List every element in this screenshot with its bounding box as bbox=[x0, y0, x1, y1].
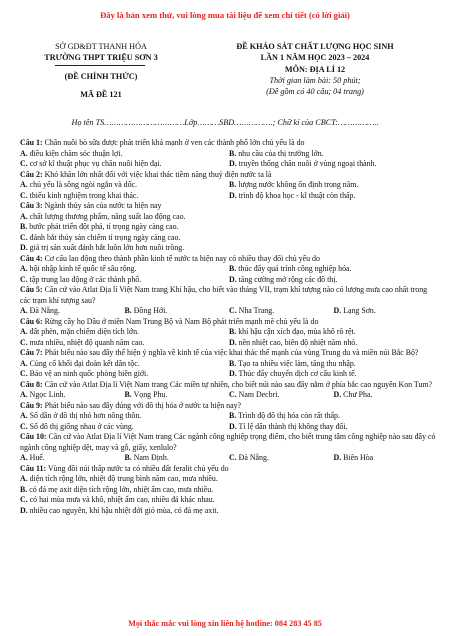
question-stem bbox=[20, 201, 438, 212]
candidate-info-line: Họ tên TS……………………………Lớp………SBD…………….; Chữ kí của CBCT:…………….. bbox=[71, 118, 379, 127]
answer-option bbox=[20, 159, 229, 170]
question-text: Căn cứ vào Atlat Địa lí Việt Nam trang Khí hậu, cho biết vào tháng VII, trạm khí tượng nào có lượng mưa cao nhất trong các trạm khí tượng sau? bbox=[20, 285, 428, 305]
option-text: đánh bắt thủy sản chiếm tỉ trọng ngày càng cao. bbox=[29, 232, 181, 242]
answer-option bbox=[20, 222, 438, 233]
option-text: Củng cố khối đại đoàn kết dân tộc. bbox=[29, 358, 140, 368]
answer-option bbox=[229, 453, 334, 464]
answer-option bbox=[20, 495, 438, 506]
options-row bbox=[20, 338, 438, 349]
options-row bbox=[20, 191, 438, 202]
option-letter: D. bbox=[229, 421, 237, 431]
option-text: đất phèn, mặn chiếm diện tích lớn. bbox=[29, 327, 140, 336]
options-row bbox=[20, 159, 438, 170]
question-text: Khó khăn lớn nhất đối với việc khai thác tiềm năng thuỷ điện nước ta là bbox=[44, 169, 272, 179]
question-text: Vùng đồi núi thấp nước ta có nhiều đất feralit chủ yếu do bbox=[47, 463, 229, 473]
question-number: Câu 4: bbox=[20, 253, 43, 263]
question-stem bbox=[20, 464, 438, 475]
option-letter: C. bbox=[20, 421, 28, 431]
question-number: Câu 6: bbox=[20, 316, 43, 326]
answer-option bbox=[125, 390, 230, 401]
answer-option bbox=[229, 159, 438, 170]
exam-code: MÃ ĐỀ 121 bbox=[80, 90, 122, 99]
option-text: có hai mùa mưa và khô, nhiệt ẩm cao, nhiều đá khác nhau. bbox=[29, 495, 215, 504]
question-number: Câu 9: bbox=[20, 400, 43, 410]
option-letter: C. bbox=[20, 274, 28, 284]
options-row bbox=[20, 327, 438, 338]
question-text: Ngành thủy sản của nước ta hiện nay bbox=[44, 201, 162, 210]
option-letter: C. bbox=[229, 390, 237, 399]
options-row bbox=[20, 506, 438, 517]
option-text: cơ sở kĩ thuật phục vụ chăn nuôi hiện đại. bbox=[29, 159, 162, 168]
department-name: SỞ GD&ĐT THANH HÓA bbox=[55, 42, 147, 51]
option-letter: B. bbox=[124, 453, 132, 462]
option-text: tăng cường mở rộng các đô thị. bbox=[238, 274, 338, 284]
hotline-banner: Mọi thắc mắc vui lòng xin liên hệ hotline: 084 283 45 85 bbox=[128, 619, 322, 628]
question-stem bbox=[20, 348, 438, 359]
option-letter: C. bbox=[20, 159, 28, 168]
question-number: Câu 3: bbox=[20, 201, 43, 210]
option-letter: D. bbox=[20, 505, 28, 515]
option-letter: A. bbox=[20, 306, 28, 315]
option-letter: C. bbox=[20, 232, 28, 242]
question-item bbox=[20, 464, 438, 517]
question-item bbox=[20, 348, 438, 380]
question-text: Cơ cấu lao động theo thành phần kinh tế nước ta hiện nay có nhiều thay đổi chủ yếu do bbox=[44, 253, 320, 263]
answer-option bbox=[229, 422, 438, 433]
exam-subject: MÔN: ĐỊA LÍ 12 bbox=[284, 65, 346, 74]
question-text: Chăn nuôi bò sữa được phát triển khá mạnh ở ven các thành phố lớn chủ yếu là do bbox=[44, 138, 305, 147]
answer-option bbox=[20, 149, 229, 160]
option-text: diện tích rộng lớn, nhiệt độ trung bình năm cao, mưa nhiều. bbox=[29, 474, 218, 483]
option-letter: D. bbox=[333, 390, 342, 399]
answer-option bbox=[334, 306, 439, 317]
answer-option bbox=[20, 506, 438, 517]
option-text: Tỉ lệ dân thành thị không thay đổi. bbox=[238, 421, 348, 431]
option-letter: D. bbox=[333, 453, 342, 462]
option-text: mưa nhiều, nhiệt độ quanh năm cao. bbox=[29, 337, 145, 347]
option-letter: D. bbox=[229, 337, 237, 347]
answer-option bbox=[229, 191, 438, 202]
options-row bbox=[20, 474, 438, 485]
option-text: Thúc đẩy chuyển dịch cơ cấu kinh tế. bbox=[238, 369, 357, 378]
option-letter: C. bbox=[20, 337, 28, 347]
exam-header bbox=[0, 38, 450, 108]
option-letter: C. bbox=[20, 190, 28, 200]
option-letter: D. bbox=[20, 243, 28, 252]
question-item bbox=[20, 285, 438, 317]
answer-option bbox=[229, 369, 438, 380]
question-list bbox=[20, 138, 438, 516]
answer-option bbox=[334, 390, 439, 401]
question-item bbox=[20, 254, 438, 286]
question-stem bbox=[20, 432, 438, 453]
options-row bbox=[20, 422, 438, 433]
exam-pages: (Đề gồm có 40 câu; 04 trang) bbox=[266, 87, 364, 96]
options-row bbox=[20, 359, 438, 370]
answer-option bbox=[20, 243, 438, 254]
answer-option bbox=[20, 485, 438, 496]
question-stem bbox=[20, 138, 438, 149]
options-row bbox=[20, 243, 438, 254]
option-letter: A. bbox=[20, 264, 28, 273]
option-text: Đồng Hới. bbox=[133, 306, 168, 315]
question-text: Phát biểu nào sau đây đúng với đô thị hóa ở nước ta hiện nay? bbox=[44, 400, 242, 410]
answer-option bbox=[229, 180, 438, 191]
options-row bbox=[20, 390, 438, 401]
option-letter: B. bbox=[229, 358, 237, 368]
options-row bbox=[20, 453, 438, 464]
question-number: Câu 8: bbox=[20, 379, 43, 389]
option-text: thiếu kinh nghiệm trong khai thác. bbox=[29, 190, 139, 200]
answer-option bbox=[20, 338, 229, 349]
option-letter: B. bbox=[20, 222, 28, 231]
option-text: tập trung lao động ở các thành phố. bbox=[29, 274, 142, 284]
option-letter: D. bbox=[229, 159, 237, 168]
option-letter: B. bbox=[229, 411, 237, 420]
option-text: Trình độ đô thị hóa còn rất thấp. bbox=[238, 411, 340, 420]
answer-option bbox=[229, 275, 438, 286]
option-letter: B. bbox=[124, 306, 132, 315]
question-stem bbox=[20, 401, 438, 412]
option-letter: B. bbox=[229, 180, 237, 189]
answer-option bbox=[20, 390, 125, 401]
exam-time: Thời gian làm bài: 50 phút; bbox=[269, 76, 361, 85]
option-letter: A. bbox=[20, 411, 28, 420]
option-letter: C. bbox=[229, 453, 237, 462]
exam-round: LẦN 1 NĂM HỌC 2023 – 2024 bbox=[260, 53, 370, 62]
exam-title: ĐỀ KHẢO SÁT CHẤT LƯỢNG HỌC SINH bbox=[236, 42, 394, 51]
header-rule bbox=[55, 65, 145, 66]
answer-option bbox=[125, 306, 230, 317]
option-letter: C. bbox=[20, 369, 28, 378]
answer-option bbox=[20, 422, 229, 433]
option-text: Đà Nẵng. bbox=[238, 453, 269, 462]
question-text: Rừng cây họ Dầu ở miền Nam Trung Bộ và Nam Bộ phát triển mạnh mẽ chủ yếu là do bbox=[44, 316, 319, 326]
option-letter: A. bbox=[20, 453, 28, 462]
answer-option bbox=[20, 306, 125, 317]
options-row bbox=[20, 212, 438, 223]
options-row bbox=[20, 180, 438, 191]
answer-option bbox=[229, 264, 438, 275]
option-letter: C. bbox=[20, 495, 28, 504]
official-label: (ĐỀ CHÍNH THỨC) bbox=[64, 72, 138, 81]
answer-option bbox=[20, 191, 229, 202]
option-text: lượng nước không ổn định trong năm. bbox=[238, 180, 359, 189]
option-text: Nam Decbri. bbox=[238, 390, 280, 399]
option-text: Số dân ở đô thị nhỏ hơn nông thôn. bbox=[29, 411, 142, 420]
option-text: Bảo vệ an ninh quốc phòng biên giới. bbox=[29, 369, 149, 378]
option-letter: C. bbox=[229, 306, 237, 315]
option-letter: D. bbox=[333, 306, 342, 315]
option-text: Nam Định. bbox=[133, 453, 169, 462]
options-row bbox=[20, 264, 438, 275]
option-text: thúc đẩy quá trình công nghiệp hóa. bbox=[238, 264, 352, 273]
answer-option bbox=[20, 369, 229, 380]
option-text: Lạng Sơn. bbox=[343, 306, 376, 315]
options-row bbox=[20, 149, 438, 160]
option-letter: D. bbox=[229, 369, 237, 378]
question-text: Căn cứ vào Atlat Địa lí Việt Nam trang Các ngành công nghiệp trọng điểm, cho biết trung tâm công nghiệp nào sau đây có ngành công nghiệp dệt, may và gỗ, giấy, xenlulo? bbox=[20, 432, 436, 452]
options-row bbox=[20, 495, 438, 506]
option-letter: A. bbox=[20, 358, 28, 368]
options-row bbox=[20, 306, 438, 317]
answer-option bbox=[229, 149, 438, 160]
option-text: trình độ khoa học - kĩ thuật còn thấp. bbox=[238, 190, 356, 200]
answer-option bbox=[20, 212, 438, 223]
option-text: Vọng Phu. bbox=[133, 390, 168, 399]
options-row bbox=[20, 485, 438, 496]
option-text: Đà Nẵng. bbox=[29, 306, 60, 315]
option-text: bước phát triển đột phá, tỉ trọng ngày càng cao. bbox=[29, 222, 179, 231]
option-letter: B. bbox=[20, 484, 28, 494]
answer-option bbox=[229, 411, 438, 422]
question-stem bbox=[20, 254, 438, 265]
question-number: Câu 1: bbox=[20, 138, 43, 147]
option-text: truyền thống chăn nuôi ở vùng ngoại thành. bbox=[238, 159, 377, 168]
option-text: Nha Trang. bbox=[238, 306, 275, 315]
answer-option bbox=[20, 359, 229, 370]
answer-option bbox=[229, 327, 438, 338]
options-row bbox=[20, 369, 438, 380]
question-number: Câu 2: bbox=[20, 169, 43, 179]
option-letter: B. bbox=[229, 327, 237, 336]
option-text: Huế. bbox=[29, 453, 45, 462]
answer-option bbox=[20, 233, 438, 244]
question-item bbox=[20, 170, 438, 202]
answer-option bbox=[20, 411, 229, 422]
answer-option bbox=[229, 338, 438, 349]
answer-option bbox=[20, 474, 438, 485]
option-letter: A. bbox=[20, 180, 28, 189]
answer-option bbox=[125, 453, 230, 464]
option-text: nền nhiệt cao, biên độ nhiệt năm nhỏ. bbox=[238, 337, 358, 347]
question-item bbox=[20, 401, 438, 433]
option-text: nhiều cao nguyên, khí hậu nhiệt đới gió mùa, có đá mẹ axit. bbox=[29, 505, 219, 515]
answer-option bbox=[20, 264, 229, 275]
answer-option bbox=[229, 306, 334, 317]
option-text: chất lượng thương phẩm, năng suất lao động cao. bbox=[29, 211, 186, 221]
preview-banner: Đây là bản xem thử, vui lòng mua tài liệu để xem chi tiết (có lời giải) bbox=[100, 10, 350, 20]
answer-option bbox=[20, 275, 229, 286]
option-text: Số đô thị giống nhau ở các vùng. bbox=[29, 421, 134, 431]
option-text: Biên Hòa bbox=[343, 453, 374, 462]
question-number: Câu 7: bbox=[20, 348, 43, 357]
question-item bbox=[20, 317, 438, 349]
question-number: Câu 10: bbox=[20, 432, 47, 441]
option-letter: B. bbox=[229, 148, 237, 158]
option-text: giá trị sản xuất đánh bắt luôn lớn hơn nuôi trồng. bbox=[29, 243, 185, 252]
options-row bbox=[20, 233, 438, 244]
option-letter: A. bbox=[20, 474, 28, 483]
option-text: chủ yếu là sông ngòi ngắn và dốc. bbox=[29, 180, 138, 189]
question-stem bbox=[20, 170, 438, 181]
options-row bbox=[20, 275, 438, 286]
option-text: điều kiện chăm sóc thuận lợi. bbox=[29, 148, 123, 158]
question-item bbox=[20, 432, 438, 464]
option-letter: A. bbox=[20, 327, 28, 336]
question-item bbox=[20, 138, 438, 170]
option-text: có đá mẹ axit diện tích rộng lớn, nhiệt ẩm cao, mưa nhiều. bbox=[29, 484, 214, 494]
question-stem bbox=[20, 317, 438, 328]
option-letter: A. bbox=[20, 211, 28, 221]
option-text: Chư Pha. bbox=[343, 390, 373, 399]
option-text: Tạo ra nhiều việc làm, tăng thu nhập. bbox=[238, 358, 356, 368]
answer-option bbox=[229, 390, 334, 401]
question-stem bbox=[20, 380, 438, 391]
question-item bbox=[20, 380, 438, 401]
question-item bbox=[20, 201, 438, 254]
question-text: Phát biểu nào sau đây thể hiện ý nghĩa về kinh tế của việc khai thác thế mạnh của vùng Trung du và miền núi Bắc Bộ? bbox=[44, 348, 419, 357]
option-letter: D. bbox=[229, 274, 237, 284]
answer-option bbox=[229, 359, 438, 370]
answer-option bbox=[20, 180, 229, 191]
question-text: Căn cứ vào Atlat Địa lí Việt Nam trang Các miền tự nhiên, cho biết núi nào sau đây nằm ở phía bắc cao nguyên Kon Tum? bbox=[44, 379, 433, 389]
option-letter: A. bbox=[20, 148, 28, 158]
option-text: Ngọc Linh. bbox=[29, 390, 66, 399]
option-text: khí hậu cận xích đạo, mùa khô rõ rệt. bbox=[238, 327, 356, 336]
option-letter: B. bbox=[124, 390, 132, 399]
option-letter: B. bbox=[229, 264, 237, 273]
question-number: Câu 5: bbox=[20, 285, 43, 294]
answer-option bbox=[20, 327, 229, 338]
answer-option bbox=[334, 453, 439, 464]
school-name: TRƯỜNG THPT TRIỆU SƠN 3 bbox=[44, 53, 158, 62]
options-row bbox=[20, 411, 438, 422]
option-letter: D. bbox=[229, 190, 237, 200]
options-row bbox=[20, 222, 438, 233]
question-stem bbox=[20, 285, 438, 306]
option-text: hội nhập kinh tế quốc tế sâu rộng. bbox=[29, 264, 137, 273]
option-text: nhu cầu của thị trường lớn. bbox=[238, 148, 324, 158]
answer-option bbox=[20, 453, 125, 464]
question-number: Câu 11: bbox=[20, 463, 47, 473]
option-letter: A. bbox=[20, 390, 28, 399]
